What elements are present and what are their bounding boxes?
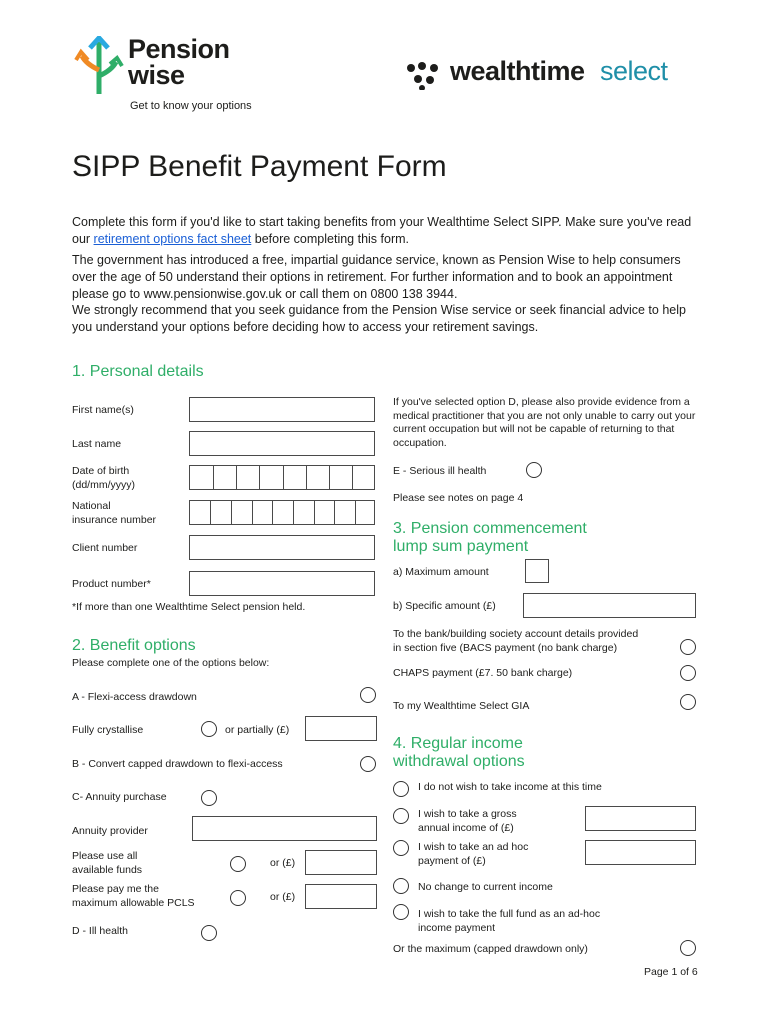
adhoc-payment-radio[interactable] xyxy=(393,840,409,856)
section-3-heading-line2: lump sum payment xyxy=(393,538,529,555)
dob-field[interactable] xyxy=(189,465,375,490)
annuity-provider-field[interactable] xyxy=(192,816,377,841)
option-b-label: B - Convert capped drawdown to flexi-access xyxy=(72,758,283,770)
maximum-amount-checkbox[interactable] xyxy=(525,559,549,583)
option-a-radio[interactable] xyxy=(360,687,376,703)
maximum-amount-label: a) Maximum amount xyxy=(393,566,489,578)
max-pcls-line1: Please pay me the xyxy=(72,883,159,895)
first-name-label: First name(s) xyxy=(72,404,134,416)
intro-p1-before: Complete this form if you'd like to start taking benefits from your Wealthtime Select SIPP. Make sure you've read our xyxy=(72,215,692,246)
option-d-radio[interactable] xyxy=(201,925,217,941)
bacs-payment-radio[interactable] xyxy=(680,639,696,655)
adhoc-payment-field[interactable] xyxy=(585,840,696,865)
option-c-label: C- Annuity purchase xyxy=(72,791,167,803)
fully-crystallise-radio[interactable] xyxy=(201,721,217,737)
gross-income-radio[interactable] xyxy=(393,808,409,824)
ni-number-field[interactable] xyxy=(189,500,375,525)
wealthtime-wordmark: wealthtime xyxy=(450,56,585,86)
option-a-label: A - Flexi-access drawdown xyxy=(72,691,197,703)
pcls-amount-field[interactable] xyxy=(305,884,377,909)
dob-label-line2: (dd/mm/yyyy) xyxy=(72,478,135,491)
option-c-radio[interactable] xyxy=(201,790,217,806)
option-e-radio[interactable] xyxy=(526,462,542,478)
product-number-field[interactable] xyxy=(189,571,375,596)
full-fund-radio[interactable] xyxy=(393,904,409,920)
section-4-heading-line2: withdrawal options xyxy=(393,753,525,770)
gia-payment-radio[interactable] xyxy=(680,694,696,710)
wealthtime-select-logo xyxy=(406,58,706,92)
no-income-radio[interactable] xyxy=(393,781,409,797)
adhoc-line2: payment of (£) xyxy=(418,854,486,867)
max-pcls-label xyxy=(72,883,195,910)
page-title: SIPP Benefit Payment Form xyxy=(72,150,447,183)
use-all-funds-radio[interactable] xyxy=(230,856,246,872)
section-4-heading xyxy=(393,735,525,771)
adhoc-line1: I wish to take an ad hoc xyxy=(418,841,529,853)
dob-label xyxy=(72,465,135,492)
use-all-funds-label xyxy=(72,850,142,877)
pension-wise-arrows-icon xyxy=(72,36,126,96)
adhoc-payment-label xyxy=(418,841,528,868)
dob-label-line1: Date of birth xyxy=(72,465,130,477)
gia-payment-label: To my Wealthtime Select GIA xyxy=(393,700,530,712)
gross-income-field[interactable] xyxy=(585,806,696,831)
maximum-capped-radio[interactable] xyxy=(680,940,696,956)
section-2-instruction: Please complete one of the options below: xyxy=(72,657,270,669)
section-4-heading-line1: 4. Regular income xyxy=(393,735,523,752)
partially-amount-field[interactable] xyxy=(305,716,377,741)
bacs-line1: To the bank/building society account details provided xyxy=(393,628,639,640)
specific-amount-label: b) Specific amount (£) xyxy=(393,600,496,612)
max-pcls-radio[interactable] xyxy=(230,890,246,906)
or-amount-label-2: or (£) xyxy=(270,891,296,903)
client-number-field[interactable] xyxy=(189,535,375,560)
partially-label: or partially (£) xyxy=(225,724,290,736)
specific-amount-field[interactable] xyxy=(523,593,696,618)
use-all-funds-line2: available funds xyxy=(72,863,143,876)
intro-paragraph-1 xyxy=(72,214,702,248)
pension-wise-logo xyxy=(72,36,272,118)
bacs-line2: in section five (BACS payment (no bank charge) xyxy=(393,641,618,654)
ni-label-line2: insurance number xyxy=(72,513,157,526)
wealthtime-dots-icon xyxy=(406,60,446,90)
annuity-provider-label: Annuity provider xyxy=(72,825,148,837)
option-d-label: D - Ill health xyxy=(72,925,129,937)
select-wordmark: select xyxy=(600,56,668,86)
max-pcls-line2: maximum allowable PCLS xyxy=(72,896,195,909)
ni-label-line1: National xyxy=(72,500,111,512)
section-2-heading: 2. Benefit options xyxy=(72,637,196,654)
no-change-label: No change to current income xyxy=(418,881,553,893)
intro-paragraph-2: The government has introduced a free, impartial guidance service, known as Pension Wise to help consumers over the age of 50 understand their options in retirement. For further information and to book an appointment please go to www.pensionwise.gov.uk or call them on 0800 138 3944. xyxy=(72,253,681,301)
product-footnote: *If more than one Wealthtime Select pension held. xyxy=(72,601,306,613)
full-fund-line2: income payment xyxy=(418,921,496,934)
ill-health-evidence-note: If you've selected option D, please also provide evidence from a medical practitioner that you are not only unable to carry out your current occupation but will not be capable of returning to that occupation. xyxy=(393,396,696,449)
full-fund-line1: I wish to take the full fund as an ad-hoc xyxy=(418,908,601,920)
fact-sheet-link[interactable]: retirement options fact sheet xyxy=(93,232,252,246)
option-b-radio[interactable] xyxy=(360,756,376,772)
ni-label xyxy=(72,500,156,527)
last-name-field[interactable] xyxy=(189,431,375,456)
or-amount-label-1: or (£) xyxy=(270,857,296,869)
first-name-field[interactable] xyxy=(189,397,375,422)
no-change-radio[interactable] xyxy=(393,878,409,894)
gross-income-line2: annual income of (£) xyxy=(418,821,514,834)
last-name-label: Last name xyxy=(72,438,122,450)
section-1-heading: 1. Personal details xyxy=(72,363,204,380)
intro-paragraph-3: We strongly recommend that you seek guidance from the Pension Wise service or seek financial advice to help you understand your options before deciding how to access your retirement savings. xyxy=(72,303,686,334)
notes-reference: Please see notes on page 4 xyxy=(393,492,524,504)
pension-wise-wordmark-1: Pension xyxy=(128,34,230,64)
gross-income-line1: I wish to take a gross xyxy=(418,808,517,820)
section-3-heading-line1: 3. Pension commencement xyxy=(393,520,587,537)
gross-income-label xyxy=(418,808,517,835)
annuity-amount-field[interactable] xyxy=(305,850,377,875)
section-3-heading xyxy=(393,520,587,556)
pension-wise-tagline: Get to know your options xyxy=(130,100,252,112)
product-number-label: Product number* xyxy=(72,578,151,590)
bacs-payment-label xyxy=(393,628,638,655)
chaps-payment-label: CHAPS payment (£7. 50 bank charge) xyxy=(393,667,573,679)
client-number-label: Client number xyxy=(72,542,138,554)
chaps-payment-radio[interactable] xyxy=(680,665,696,681)
maximum-capped-label: Or the maximum (capped drawdown only) xyxy=(393,943,588,955)
page-number: Page 1 of 6 xyxy=(644,966,698,978)
pension-wise-wordmark-2: wise xyxy=(128,60,185,90)
no-income-label: I do not wish to take income at this time xyxy=(418,781,602,793)
option-e-label: E - Serious ill health xyxy=(393,465,487,477)
intro-p1-after: before completing this form. xyxy=(251,232,409,246)
use-all-funds-line1: Please use all xyxy=(72,850,138,862)
full-fund-label xyxy=(418,908,600,935)
fully-crystallise-label: Fully crystallise xyxy=(72,724,144,736)
